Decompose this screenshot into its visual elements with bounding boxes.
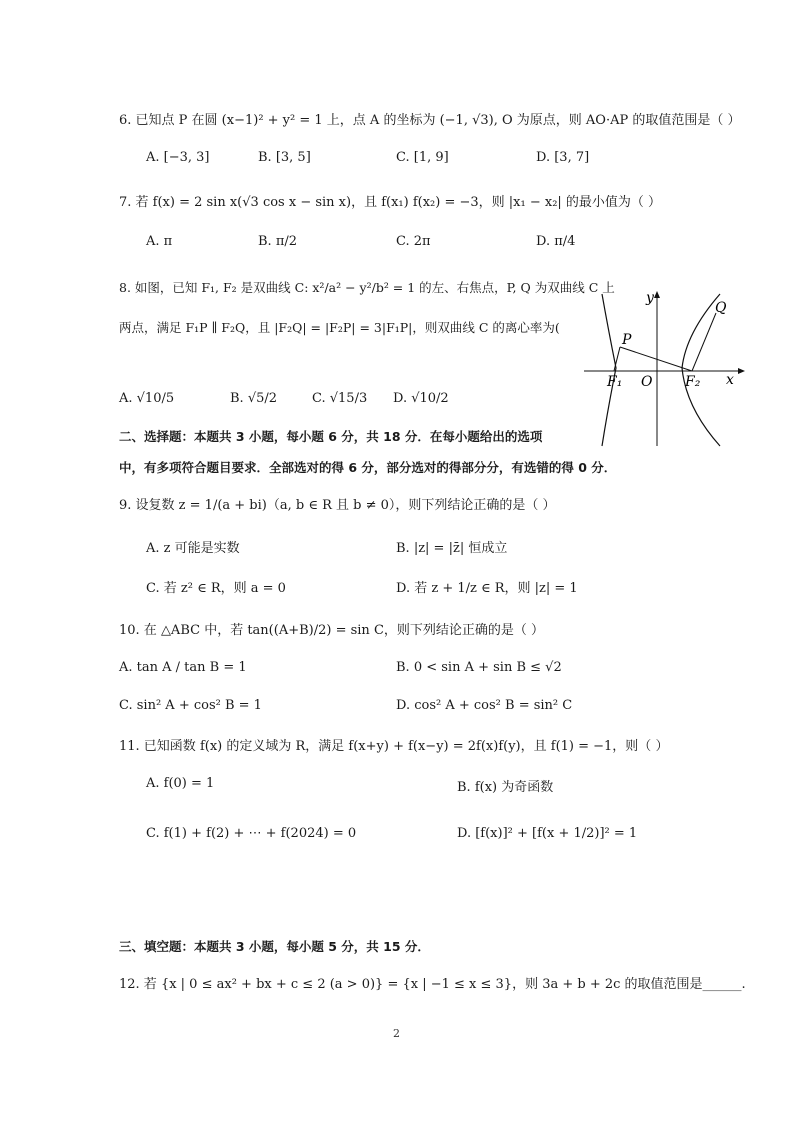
label-q: Q <box>715 300 727 316</box>
q12-stem: 12. 若 {x | 0 ≤ ax² + bx + c ≤ 2 (a > 0)} = {x | −1 ≤ x ≤ 3}，则 3a + b + 2c 的取值范围是______. <box>119 977 746 992</box>
label-p: P <box>622 332 632 348</box>
page-number: 2 <box>393 1027 400 1040</box>
segment-f2q <box>692 313 716 371</box>
q10-option-d: D. cos² A + cos² B = sin² C <box>396 698 573 713</box>
q8-option-d: D. √10/2 <box>393 391 449 406</box>
q6-option-d: D. [3, 7] <box>536 150 590 165</box>
q9-option-a: A. z 可能是实数 <box>146 541 240 556</box>
q9-option-b: B. |z| = |z̄| 恒成立 <box>396 541 508 556</box>
q11-stem: 11. 已知函数 f(x) 的定义域为 R，满足 f(x+y) + f(x−y) = 2f(x)f(y)，且 f(1) = −1，则（ ） <box>119 739 669 754</box>
q8-option-b: B. √5/2 <box>230 391 278 406</box>
q11-option-c: C. f(1) + f(2) + ⋯ + f(2024) = 0 <box>146 826 357 841</box>
label-f2: F₂ <box>685 374 701 390</box>
q7-option-d: D. π/4 <box>536 234 576 249</box>
q10-option-b: B. 0 < sin A + sin B ≤ √2 <box>396 660 562 675</box>
q9-stem: 9. 设复数 z = 1/(a + bi)（a, b ∈ R 且 b ≠ 0），则下列结论正确的是（ ） <box>119 498 556 513</box>
q7-stem: 7. 若 f(x) = 2 sin x(√3 cos x − sin x)，且 f(x₁) f(x₂) = −3，则 |x₁ − x₂| 的最小值为（ ） <box>119 195 662 210</box>
q6-option-b: B. [3, 5] <box>258 150 311 165</box>
section3-header: 三、填空题：本题共 3 小题，每小题 5 分，共 15 分． <box>119 939 430 954</box>
q6-option-c: C. [1, 9] <box>396 150 449 165</box>
label-f1: F₁ <box>607 374 623 390</box>
hyperbola-figure <box>580 288 750 448</box>
q7-option-b: B. π/2 <box>258 234 298 249</box>
section2-header-line1: 二、选择题：本题共 3 小题，每小题 6 分，共 18 分．在每小题给出的选项 <box>119 429 543 444</box>
q10-stem: 10. 在 △ABC 中，若 tan((A+B)/2) = sin C，则下列结论正确的是（ ） <box>119 623 545 638</box>
segment-pf2 <box>620 347 692 371</box>
q8-option-a: A. √10/5 <box>119 391 175 406</box>
q11-option-d: D. [f(x)]² + [f(x + 1/2)]² = 1 <box>457 826 638 841</box>
q8-stem-line2: 两点，满足 F₁P ∥ F₂Q，且 |F₂Q| = |F₂P| = 3|F₁P|，则双曲线 C 的离心率为( <box>119 320 560 335</box>
q8-option-c: C. √15/3 <box>312 391 368 406</box>
q8-stem-line1: 8. 如图，已知 F₁, F₂ 是双曲线 C: x²/a² − y²/b² = 1 的左、右焦点，P, Q 为双曲线 C 上 <box>119 280 615 295</box>
x-axis-arrow <box>738 368 745 374</box>
q7-option-c: C. 2π <box>396 234 431 249</box>
q9-option-c: C. 若 z² ∈ R，则 a = 0 <box>146 581 286 596</box>
q9-option-d: D. 若 z + 1/z ∈ R，则 |z| = 1 <box>396 581 578 596</box>
section2-header-line2: 中，有多项符合题目要求．全部选对的得 6 分，部分选对的得部分分，有选错的得 0 分． <box>119 460 617 475</box>
label-x: x <box>726 372 734 388</box>
q6-stem: 6. 已知点 P 在圆 (x−1)² + y² = 1 上，点 A 的坐标为 (−1, √3), O 为原点，则 AO·AP 的取值范围是（ ） <box>119 113 741 128</box>
q7-option-a: A. π <box>146 234 173 249</box>
q6-option-a: A. [−3, 3] <box>146 150 210 165</box>
q10-option-c: C. sin² A + cos² B = 1 <box>119 698 262 713</box>
label-y: y <box>646 290 654 306</box>
segment-f1p <box>614 347 620 371</box>
label-o: O <box>641 374 653 390</box>
q11-option-b: B. f(x) 为奇函数 <box>457 780 554 795</box>
q10-option-a: A. tan A / tan B = 1 <box>119 660 247 675</box>
y-axis-arrow <box>654 291 660 298</box>
q11-option-a: A. f(0) = 1 <box>146 776 215 791</box>
